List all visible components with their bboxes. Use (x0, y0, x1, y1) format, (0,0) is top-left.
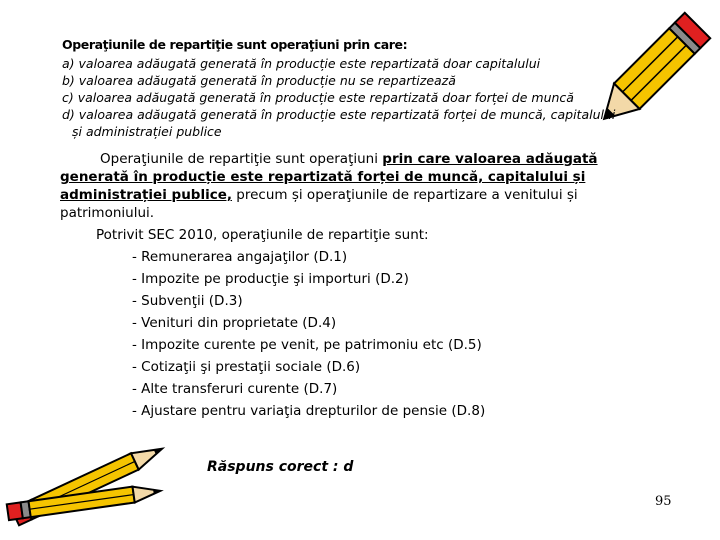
option-a: a) valoarea adăugată generată în producție este repartizată doar capitalului (62, 56, 541, 71)
sec-intro: Potrivit SEC 2010, operaţiunile de repartiţie sunt: (96, 227, 429, 243)
list-item: - Ajustare pentru variaţia drepturilor de pensie (D.8) (132, 403, 486, 419)
definition-highlight: prin care valoarea adăugată generată în producție este repartizată forței de muncă, capitalului și administrației publice, (60, 151, 598, 203)
list-item: - Alte transferuri curente (D.7) (132, 381, 338, 397)
option-c: c) valoarea adăugată generată în producție este repartizată doar forței de muncă (62, 90, 574, 105)
option-b: b) valoarea adăugată generată în producție nu se repartizează (62, 73, 456, 88)
list-item: - Cotizaţii şi prestaţii sociale (D.6) (132, 359, 361, 375)
question-block (62, 37, 662, 140)
definition-text-end: precum și operaţiunile de repartizare a venitului și patrimoniului. (60, 187, 578, 221)
option-d: d) valoarea adăugată generată în producție este repartizată forței de muncă, capitalului (62, 107, 616, 122)
list-item: - Remunerarea angajaţilor (D.1) (132, 249, 348, 265)
question-title: Operaţiunile de repartiţie sunt operaţiuni prin care: (62, 37, 408, 52)
correct-answer: Răspuns corect : d (207, 459, 354, 475)
list-item: - Impozite curente pe venit, pe patrimoniu etc (D.5) (132, 337, 482, 353)
list-item: - Impozite pe producţie şi importuri (D.2) (132, 271, 409, 287)
definition-text-start: Operaţiunile de repartiţie sunt operaţiuni (100, 151, 383, 167)
option-d-continued: și administrației publice (72, 124, 222, 139)
page-number: 95 (655, 494, 672, 509)
list-item: - Subvenţii (D.3) (132, 293, 243, 309)
list-item: - Venituri din proprietate (D.4) (132, 315, 337, 331)
definition-paragraph (60, 150, 630, 222)
operations-list (60, 248, 630, 420)
explanation (60, 150, 630, 424)
pencils-icon (0, 420, 200, 540)
